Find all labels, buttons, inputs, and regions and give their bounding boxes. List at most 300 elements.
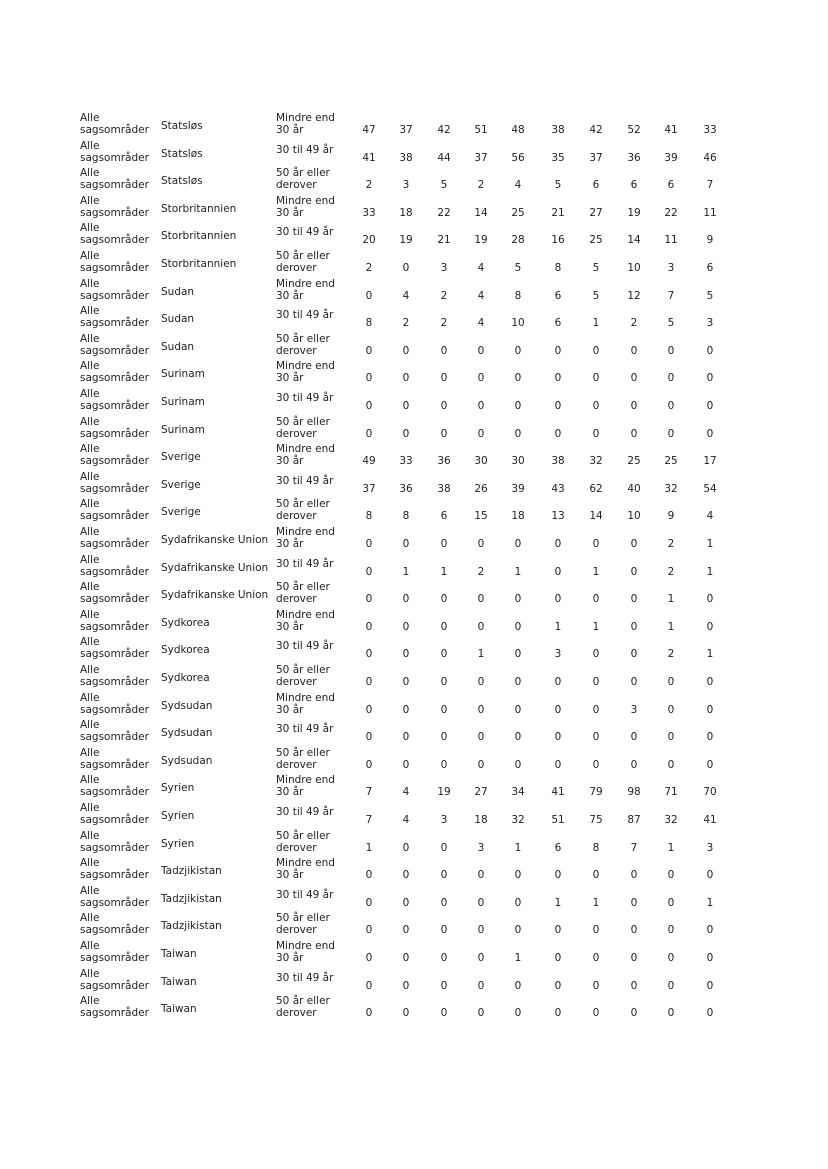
value-cell: 22 bbox=[437, 206, 451, 219]
value-cell: 7 bbox=[706, 179, 714, 192]
value-cell: 0 bbox=[440, 869, 448, 882]
value-cell: 37 bbox=[362, 482, 376, 495]
case-area-cell bbox=[80, 581, 149, 605]
value-cell: 13 bbox=[551, 510, 565, 523]
value-cell: 0 bbox=[440, 731, 448, 744]
case-area-line2: sagsområder bbox=[80, 869, 149, 882]
value-cell: 0 bbox=[477, 703, 485, 716]
value-cell: 4 bbox=[477, 289, 485, 302]
value-cell: 18 bbox=[474, 814, 488, 826]
value-cell: 0 bbox=[630, 620, 638, 633]
case-area-line2: sagsområder bbox=[80, 758, 149, 771]
case-area-line2: sagsområder bbox=[80, 1007, 149, 1020]
value-cell: 5 bbox=[667, 317, 675, 330]
value-cell: 0 bbox=[630, 869, 638, 882]
case-area-cell bbox=[80, 747, 149, 771]
age-group-cell bbox=[276, 309, 333, 321]
value-cell: 19 bbox=[437, 786, 451, 799]
value-cell: 21 bbox=[437, 234, 451, 247]
value-cell: 38 bbox=[551, 455, 565, 468]
value-cell: 0 bbox=[477, 869, 485, 882]
country-cell: Sverige bbox=[161, 451, 201, 464]
value-cell: 38 bbox=[437, 482, 451, 495]
value-cell: 0 bbox=[440, 427, 448, 440]
case-area-line1: Alle bbox=[80, 802, 100, 814]
value-cell: 0 bbox=[667, 344, 675, 357]
value-cell: 10 bbox=[627, 510, 641, 523]
value-cell: 26 bbox=[474, 482, 488, 495]
value-cell: 0 bbox=[630, 648, 638, 661]
value-cell: 0 bbox=[477, 344, 485, 357]
value-cell: 0 bbox=[402, 262, 410, 274]
value-cell: 1 bbox=[477, 648, 485, 661]
value-cell: 0 bbox=[592, 731, 600, 744]
age-group-cell bbox=[276, 475, 333, 487]
age-group-cell bbox=[276, 443, 335, 467]
value-cell: 0 bbox=[592, 1007, 600, 1020]
value-cell: 0 bbox=[365, 565, 373, 578]
value-cell: 0 bbox=[667, 731, 675, 744]
case-area-cell bbox=[80, 112, 149, 136]
value-cell: 18 bbox=[511, 510, 525, 523]
country-cell: Surinam bbox=[161, 423, 205, 436]
value-cell: 0 bbox=[667, 869, 675, 882]
case-area-cell bbox=[80, 140, 149, 164]
value-cell: 0 bbox=[667, 676, 675, 688]
value-cell: 70 bbox=[703, 786, 717, 799]
case-area-cell bbox=[80, 636, 149, 660]
age-group-line1: 30 til 49 år bbox=[276, 888, 334, 901]
case-area-cell bbox=[80, 222, 149, 246]
country-cell: Taiwan bbox=[161, 975, 197, 988]
value-cell: 0 bbox=[554, 676, 562, 688]
value-cell: 0 bbox=[365, 952, 373, 964]
case-area-cell bbox=[80, 995, 149, 1019]
value-cell: 0 bbox=[667, 896, 675, 909]
age-group-line2: 30 år bbox=[276, 124, 304, 136]
case-area-cell bbox=[80, 360, 149, 384]
value-cell: 0 bbox=[630, 400, 638, 412]
case-area-line2: sagsområder bbox=[80, 124, 149, 136]
value-cell: 36 bbox=[437, 455, 451, 468]
case-area-cell bbox=[80, 857, 149, 881]
age-group-line1: 50 år eller bbox=[276, 250, 330, 262]
value-cell: 0 bbox=[630, 344, 638, 357]
case-area-line1: Alle bbox=[80, 277, 100, 290]
value-cell: 0 bbox=[477, 593, 485, 606]
value-cell: 0 bbox=[365, 648, 373, 661]
value-cell: 3 bbox=[630, 703, 638, 716]
value-cell: 0 bbox=[667, 952, 675, 964]
value-cell: 8 bbox=[592, 841, 600, 854]
value-cell: 7 bbox=[365, 814, 373, 826]
value-cell: 30 bbox=[474, 455, 488, 468]
age-group-cell bbox=[276, 806, 333, 818]
value-cell: 4 bbox=[402, 786, 410, 799]
value-cell: 0 bbox=[402, 841, 410, 854]
value-cell: 25 bbox=[664, 455, 678, 468]
value-cell: 3 bbox=[554, 648, 562, 661]
value-cell: 42 bbox=[437, 124, 451, 136]
age-group-line1: Mindre end bbox=[276, 526, 335, 538]
country-cell: Surinam bbox=[161, 368, 205, 381]
value-cell: 32 bbox=[664, 482, 678, 495]
age-group-line1: 30 til 49 år bbox=[276, 557, 334, 570]
value-cell: 0 bbox=[365, 703, 373, 716]
case-area-cell bbox=[80, 968, 149, 992]
case-area-cell bbox=[80, 498, 149, 522]
value-cell: 0 bbox=[554, 869, 562, 882]
value-cell: 0 bbox=[554, 952, 562, 964]
case-area-line2: sagsområder bbox=[80, 703, 149, 716]
value-cell: 3 bbox=[667, 262, 675, 274]
case-area-cell bbox=[80, 278, 149, 302]
value-cell: 15 bbox=[474, 510, 488, 523]
age-group-line1: Mindre end bbox=[276, 691, 335, 704]
value-cell: 3 bbox=[706, 841, 714, 854]
country-cell: Sydkorea bbox=[161, 672, 210, 684]
value-cell: 6 bbox=[554, 841, 562, 854]
age-group-cell bbox=[276, 333, 330, 357]
age-group-cell bbox=[276, 360, 335, 384]
value-cell: 1 bbox=[592, 620, 600, 633]
value-cell: 3 bbox=[477, 841, 485, 854]
value-cell: 7 bbox=[630, 841, 638, 854]
value-cell: 0 bbox=[477, 620, 485, 633]
age-group-cell bbox=[276, 558, 333, 570]
value-cell: 0 bbox=[630, 952, 638, 964]
value-cell: 0 bbox=[440, 620, 448, 633]
value-cell: 98 bbox=[627, 786, 641, 799]
case-area-line1: Alle bbox=[80, 967, 100, 980]
age-group-cell bbox=[276, 609, 335, 633]
case-area-line2: sagsområder bbox=[80, 344, 149, 357]
value-cell: 0 bbox=[402, 896, 410, 909]
value-cell: 0 bbox=[514, 344, 522, 357]
case-area-line1: Alle bbox=[80, 305, 100, 318]
value-cell: 0 bbox=[477, 1007, 485, 1020]
age-group-line1: Mindre end bbox=[276, 360, 335, 373]
country-cell: Sydkorea bbox=[161, 644, 210, 657]
value-cell: 0 bbox=[706, 400, 714, 412]
value-cell: 0 bbox=[402, 979, 410, 992]
value-cell: 0 bbox=[592, 869, 600, 882]
value-cell: 8 bbox=[554, 262, 562, 274]
value-cell: 1 bbox=[706, 648, 714, 661]
country-cell: Tadzjikistan bbox=[161, 892, 222, 905]
value-cell: 0 bbox=[514, 979, 522, 992]
value-cell: 37 bbox=[589, 151, 603, 164]
value-cell: 3 bbox=[706, 317, 714, 330]
value-cell: 0 bbox=[554, 400, 562, 412]
value-cell: 0 bbox=[667, 427, 675, 440]
value-cell: 0 bbox=[592, 703, 600, 716]
value-cell: 0 bbox=[554, 372, 562, 385]
value-cell: 35 bbox=[551, 151, 565, 164]
value-cell: 0 bbox=[667, 979, 675, 992]
case-area-line2: sagsområder bbox=[80, 510, 149, 523]
case-area-cell bbox=[80, 609, 149, 633]
value-cell: 4 bbox=[402, 289, 410, 302]
country-cell: Sudan bbox=[161, 285, 195, 298]
age-group-line1: 30 til 49 år bbox=[276, 474, 334, 487]
age-group-cell bbox=[276, 226, 333, 238]
value-cell: 9 bbox=[667, 510, 675, 523]
age-group-line2: derover bbox=[276, 179, 317, 192]
age-group-cell bbox=[276, 640, 333, 652]
value-cell: 0 bbox=[514, 731, 522, 744]
value-cell: 0 bbox=[630, 896, 638, 909]
age-group-cell bbox=[276, 664, 330, 688]
case-area-cell bbox=[80, 250, 149, 274]
value-cell: 2 bbox=[667, 538, 675, 550]
case-area-line2: sagsområder bbox=[80, 731, 149, 744]
value-cell: 0 bbox=[477, 731, 485, 744]
value-cell: 0 bbox=[477, 400, 485, 412]
value-cell: 0 bbox=[554, 979, 562, 992]
case-area-line2: sagsområder bbox=[80, 372, 149, 385]
value-cell: 19 bbox=[399, 234, 413, 247]
value-cell: 39 bbox=[511, 482, 525, 495]
case-area-line2: sagsområder bbox=[80, 289, 149, 302]
value-cell: 14 bbox=[589, 510, 603, 523]
case-area-cell bbox=[80, 526, 149, 550]
age-group-cell bbox=[276, 498, 330, 522]
value-cell: 0 bbox=[554, 1007, 562, 1020]
value-cell: 0 bbox=[667, 372, 675, 385]
value-cell: 8 bbox=[514, 289, 522, 302]
value-cell: 54 bbox=[703, 482, 717, 495]
country-cell: Storbritannien bbox=[161, 202, 237, 215]
country-cell: Sverige bbox=[161, 478, 201, 491]
age-group-line2: derover bbox=[276, 510, 317, 523]
country-cell: Syrien bbox=[161, 810, 195, 822]
case-area-line1: Alle bbox=[80, 526, 100, 538]
value-cell: 0 bbox=[667, 703, 675, 716]
value-cell: 0 bbox=[706, 593, 714, 606]
case-area-line2: sagsområder bbox=[80, 538, 149, 550]
case-area-line2: sagsområder bbox=[80, 593, 149, 606]
case-area-line1: Alle bbox=[80, 857, 100, 870]
value-cell: 0 bbox=[592, 758, 600, 771]
age-group-line1: 50 år eller bbox=[276, 746, 330, 759]
value-cell: 0 bbox=[514, 869, 522, 882]
value-cell: 0 bbox=[592, 344, 600, 357]
value-cell: 0 bbox=[440, 648, 448, 661]
case-area-cell bbox=[80, 664, 149, 688]
value-cell: 0 bbox=[630, 372, 638, 385]
value-cell: 17 bbox=[703, 455, 717, 468]
case-area-line1: Alle bbox=[80, 884, 100, 897]
value-cell: 27 bbox=[474, 786, 488, 799]
value-cell: 0 bbox=[402, 703, 410, 716]
age-group-line2: 30 år bbox=[276, 206, 304, 219]
age-group-line1: 30 til 49 år bbox=[276, 806, 334, 818]
value-cell: 8 bbox=[402, 510, 410, 523]
value-cell: 0 bbox=[514, 620, 522, 633]
case-area-line1: Alle bbox=[80, 553, 100, 566]
value-cell: 33 bbox=[362, 206, 376, 219]
value-cell: 0 bbox=[440, 896, 448, 909]
case-area-line1: Alle bbox=[80, 829, 100, 842]
case-area-line2: sagsområder bbox=[80, 814, 149, 826]
value-cell: 0 bbox=[667, 400, 675, 412]
age-group-line1: Mindre end bbox=[276, 443, 335, 456]
case-area-line2: sagsområder bbox=[80, 206, 149, 219]
value-cell: 41 bbox=[362, 151, 376, 164]
value-cell: 1 bbox=[592, 317, 600, 330]
value-cell: 0 bbox=[592, 924, 600, 937]
country-cell: Sydafrikanske Union bbox=[161, 534, 269, 546]
value-cell: 0 bbox=[630, 427, 638, 440]
value-cell: 0 bbox=[706, 869, 714, 882]
age-group-line2: derover bbox=[276, 593, 317, 606]
value-cell: 1 bbox=[706, 538, 714, 550]
value-cell: 0 bbox=[440, 676, 448, 688]
case-area-cell bbox=[80, 885, 149, 909]
value-cell: 1 bbox=[554, 896, 562, 909]
value-cell: 41 bbox=[703, 814, 717, 826]
value-cell: 0 bbox=[630, 731, 638, 744]
value-cell: 4 bbox=[402, 814, 410, 826]
case-area-line1: Alle bbox=[80, 608, 100, 621]
value-cell: 4 bbox=[477, 262, 485, 274]
value-cell: 6 bbox=[592, 179, 600, 192]
country-cell: Sydsudan bbox=[161, 699, 213, 712]
value-cell: 62 bbox=[589, 482, 603, 495]
age-group-line1: 30 til 49 år bbox=[276, 309, 334, 322]
value-cell: 0 bbox=[365, 344, 373, 357]
age-group-line2: 30 år bbox=[276, 372, 304, 385]
age-group-cell bbox=[276, 972, 333, 984]
country-cell: Taiwan bbox=[161, 1003, 197, 1016]
value-cell: 75 bbox=[589, 814, 603, 826]
age-group-line2: derover bbox=[276, 427, 317, 440]
value-cell: 16 bbox=[551, 234, 565, 247]
value-cell: 0 bbox=[514, 924, 522, 937]
value-cell: 2 bbox=[440, 289, 448, 302]
value-cell: 0 bbox=[667, 924, 675, 937]
value-cell: 42 bbox=[589, 124, 603, 136]
value-cell: 5 bbox=[592, 262, 600, 274]
age-group-cell bbox=[276, 940, 335, 964]
value-cell: 0 bbox=[365, 979, 373, 992]
age-group-line2: derover bbox=[276, 344, 317, 357]
value-cell: 0 bbox=[514, 1007, 522, 1020]
value-cell: 30 bbox=[511, 455, 525, 468]
value-cell: 10 bbox=[627, 262, 641, 274]
case-area-line1: Alle bbox=[80, 139, 100, 152]
value-cell: 51 bbox=[551, 814, 565, 826]
value-cell: 0 bbox=[514, 372, 522, 385]
case-area-cell bbox=[80, 471, 149, 495]
age-group-line1: 30 til 49 år bbox=[276, 640, 334, 653]
value-cell: 5 bbox=[706, 289, 714, 302]
case-area-line1: Alle bbox=[80, 443, 100, 456]
value-cell: 0 bbox=[514, 538, 522, 550]
value-cell: 2 bbox=[667, 648, 675, 661]
age-group-line2: 30 år bbox=[276, 620, 304, 633]
value-cell: 87 bbox=[627, 814, 641, 826]
value-cell: 0 bbox=[514, 703, 522, 716]
country-cell: Surinam bbox=[161, 396, 205, 408]
value-cell: 0 bbox=[402, 648, 410, 661]
country-cell: Tadzjikistan bbox=[161, 865, 222, 878]
case-area-line1: Alle bbox=[80, 498, 100, 511]
age-group-line2: 30 år bbox=[276, 786, 304, 799]
case-area-line1: Alle bbox=[80, 167, 100, 180]
value-cell: 0 bbox=[477, 979, 485, 992]
value-cell: 0 bbox=[365, 400, 373, 412]
value-cell: 0 bbox=[706, 372, 714, 385]
case-area-line1: Alle bbox=[80, 995, 100, 1008]
case-area-line2: sagsområder bbox=[80, 482, 149, 495]
value-cell: 0 bbox=[440, 344, 448, 357]
value-cell: 0 bbox=[630, 565, 638, 578]
age-group-cell bbox=[276, 995, 330, 1019]
age-group-line2: derover bbox=[276, 676, 317, 688]
value-cell: 0 bbox=[592, 593, 600, 606]
value-cell: 0 bbox=[630, 924, 638, 937]
value-cell: 0 bbox=[592, 372, 600, 385]
value-cell: 33 bbox=[703, 124, 717, 136]
case-area-line2: sagsområder bbox=[80, 676, 149, 688]
value-cell: 0 bbox=[402, 372, 410, 385]
value-cell: 0 bbox=[554, 565, 562, 578]
case-area-line2: sagsområder bbox=[80, 786, 149, 799]
value-cell: 32 bbox=[511, 814, 525, 826]
value-cell: 0 bbox=[706, 427, 714, 440]
case-area-line1: Alle bbox=[80, 581, 100, 594]
value-cell: 0 bbox=[477, 676, 485, 688]
value-cell: 0 bbox=[440, 952, 448, 964]
case-area-line1: Alle bbox=[80, 746, 100, 759]
country-cell: Tadzjikistan bbox=[161, 920, 222, 933]
value-cell: 0 bbox=[477, 372, 485, 385]
value-cell: 0 bbox=[554, 344, 562, 357]
country-cell: Sydafrikanske Union bbox=[161, 561, 269, 574]
case-area-line1: Alle bbox=[80, 636, 100, 649]
value-cell: 2 bbox=[477, 179, 485, 192]
case-area-cell bbox=[80, 912, 149, 936]
value-cell: 25 bbox=[511, 206, 525, 219]
age-group-line1: 50 år eller bbox=[276, 498, 330, 511]
value-cell: 0 bbox=[592, 952, 600, 964]
value-cell: 38 bbox=[551, 124, 565, 136]
value-cell: 14 bbox=[474, 206, 488, 219]
age-group-line1: 30 til 49 år bbox=[276, 723, 334, 736]
value-cell: 0 bbox=[554, 593, 562, 606]
value-cell: 40 bbox=[627, 482, 641, 495]
country-cell: Sudan bbox=[161, 340, 195, 353]
value-cell: 0 bbox=[440, 372, 448, 385]
case-area-line1: Alle bbox=[80, 664, 100, 676]
age-group-line1: 50 år eller bbox=[276, 912, 330, 925]
value-cell: 0 bbox=[630, 758, 638, 771]
case-area-line2: sagsområder bbox=[80, 924, 149, 937]
value-cell: 0 bbox=[514, 676, 522, 688]
value-cell: 0 bbox=[706, 952, 714, 964]
value-cell: 0 bbox=[440, 758, 448, 771]
value-cell: 0 bbox=[402, 538, 410, 550]
value-cell: 2 bbox=[402, 317, 410, 330]
value-cell: 11 bbox=[703, 206, 717, 219]
age-group-line1: 50 år eller bbox=[276, 415, 330, 428]
age-group-cell bbox=[276, 195, 335, 219]
age-group-cell bbox=[276, 774, 335, 798]
value-cell: 79 bbox=[589, 786, 603, 799]
age-group-cell bbox=[276, 692, 335, 716]
